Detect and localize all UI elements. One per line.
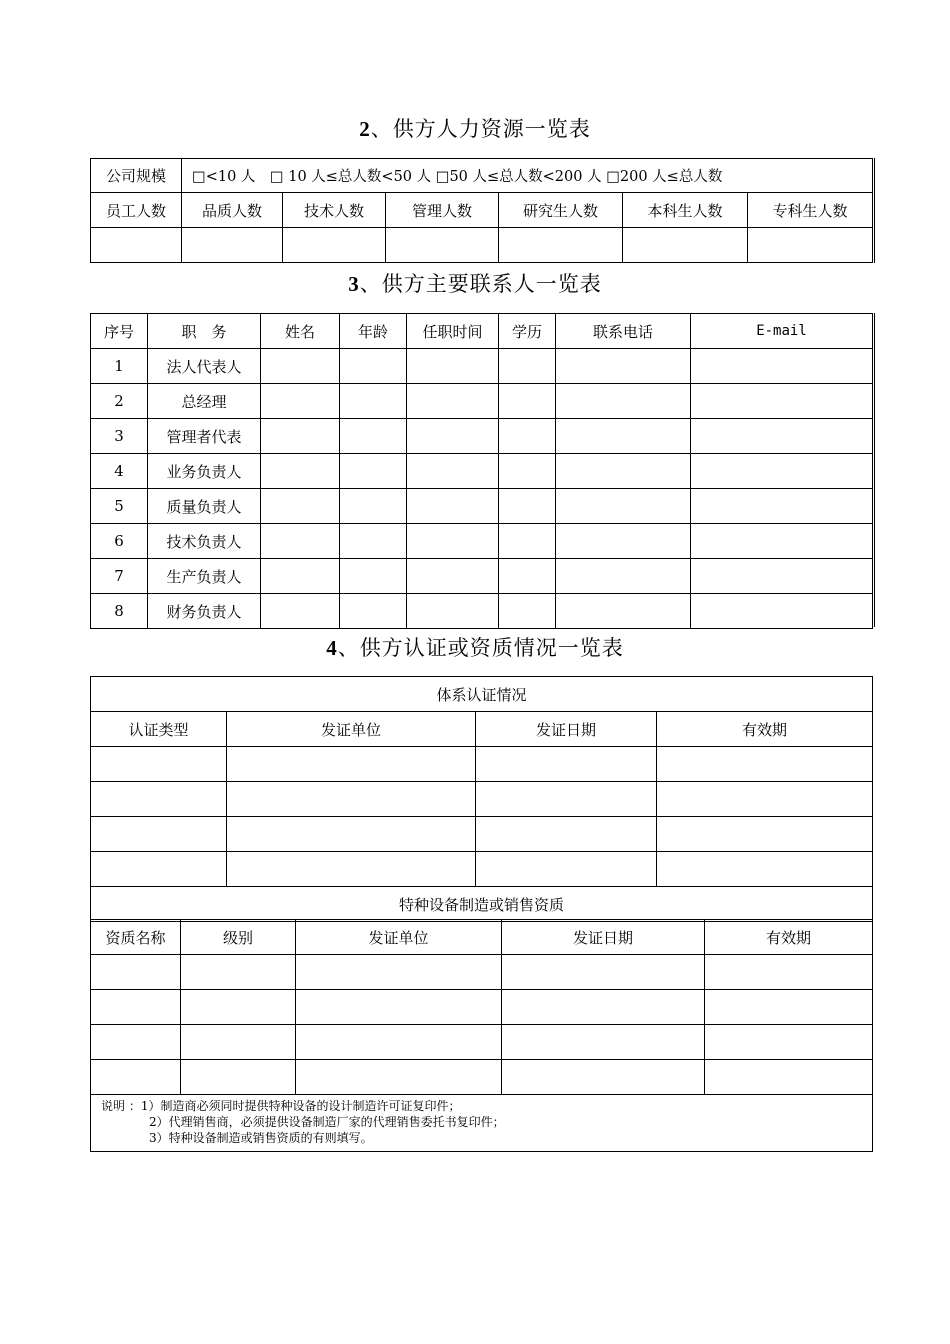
qual-cell[interactable]: [502, 1060, 705, 1095]
contact-role: 业务负责人: [148, 454, 261, 489]
note-row: [91, 1095, 873, 1152]
contact-cell[interactable]: [340, 524, 407, 559]
contact-no: 3: [91, 419, 148, 454]
contact-cell[interactable]: [556, 384, 691, 419]
qual-row: [91, 1025, 873, 1060]
contact-row: [91, 559, 873, 594]
contact-cell[interactable]: [691, 454, 873, 489]
cert-cell[interactable]: [657, 852, 873, 887]
contact-header: 学历: [499, 314, 556, 349]
qual-header-row: [91, 920, 873, 955]
contact-header-row: [91, 314, 873, 349]
contact-cell[interactable]: [340, 594, 407, 629]
contact-cell[interactable]: [556, 454, 691, 489]
contact-no: 7: [91, 559, 148, 594]
cert-cell[interactable]: [657, 817, 873, 852]
qual-cell[interactable]: [181, 1060, 296, 1095]
contact-cell[interactable]: [407, 419, 499, 454]
contact-cell[interactable]: [499, 349, 556, 384]
qual-row: [91, 955, 873, 990]
contact-row: [91, 384, 873, 419]
contact-header: 姓名: [261, 314, 340, 349]
hr-header: 本科生人数: [623, 193, 748, 228]
contact-cell[interactable]: [691, 384, 873, 419]
section3-title-text: 、供方主要联系人一览表: [359, 272, 602, 296]
hr-input-cell[interactable]: [748, 228, 873, 263]
contact-cell[interactable]: [407, 524, 499, 559]
hr-input-cell[interactable]: [91, 228, 182, 263]
contact-role: 总经理: [148, 384, 261, 419]
contact-cell[interactable]: [340, 419, 407, 454]
cert-cell[interactable]: [227, 852, 476, 887]
cert-cell[interactable]: [476, 747, 657, 782]
contact-cell[interactable]: [261, 559, 340, 594]
qual-cell[interactable]: [296, 990, 502, 1025]
qual-cell[interactable]: [705, 955, 873, 990]
cert-cell[interactable]: [657, 782, 873, 817]
cert-header: 发证日期: [476, 712, 657, 747]
contact-no: 2: [91, 384, 148, 419]
cert-header-row: [91, 712, 873, 747]
cert-cell[interactable]: [91, 852, 227, 887]
qual-row: [91, 1060, 873, 1095]
contact-row: [91, 489, 873, 524]
contact-cell[interactable]: [691, 349, 873, 384]
qual-cell[interactable]: [181, 955, 296, 990]
contact-cell[interactable]: [340, 384, 407, 419]
contact-cell[interactable]: [556, 349, 691, 384]
contact-cell[interactable]: [691, 524, 873, 559]
contact-table: [90, 313, 873, 629]
contact-cell[interactable]: [499, 594, 556, 629]
contact-cell[interactable]: [340, 454, 407, 489]
contact-header: 职 务: [148, 314, 261, 349]
contact-role: 技术负责人: [148, 524, 261, 559]
contact-no: 4: [91, 454, 148, 489]
contact-header: E-mail: [691, 314, 873, 349]
hr-input-cell[interactable]: [499, 228, 623, 263]
qual-title-row: [91, 887, 873, 922]
company-scale-options[interactable]: □<10 人 □ 10 人≤总人数<50 人 □50 人≤总人数<200 人 □200 人≤总人数: [182, 159, 873, 193]
qual-cell[interactable]: [296, 955, 502, 990]
contact-header: 联系电话: [556, 314, 691, 349]
cert-header: 有效期: [657, 712, 873, 747]
qual-cell[interactable]: [502, 990, 705, 1025]
contact-cell[interactable]: [340, 349, 407, 384]
cert-cell[interactable]: [91, 747, 227, 782]
hr-header: 专科生人数: [748, 193, 873, 228]
section2-title-text: 、供方人力资源一览表: [370, 117, 591, 141]
contact-cell[interactable]: [556, 524, 691, 559]
hr-input-cell[interactable]: [182, 228, 283, 263]
contact-cell[interactable]: [340, 559, 407, 594]
qual-header: 有效期: [705, 920, 873, 955]
hr-input-cell[interactable]: [386, 228, 499, 263]
qual-header: 资质名称: [91, 920, 181, 955]
hr-header-row: [91, 193, 873, 228]
qual-cell[interactable]: [91, 1060, 181, 1095]
qual-header: 级别: [181, 920, 296, 955]
cert-cell[interactable]: [476, 852, 657, 887]
contact-row: [91, 454, 873, 489]
qual-cell[interactable]: [91, 1025, 181, 1060]
qual-cell[interactable]: [91, 955, 181, 990]
double-border-line: [874, 158, 875, 263]
qual-cell[interactable]: [296, 1060, 502, 1095]
cert-table: [90, 676, 873, 922]
contact-cell[interactable]: [499, 489, 556, 524]
hr-header: 技术人数: [283, 193, 386, 228]
cert-header: 认证类型: [91, 712, 227, 747]
contact-role: 质量负责人: [148, 489, 261, 524]
qual-row: [91, 990, 873, 1025]
contact-row: [91, 524, 873, 559]
note-cell: [91, 1095, 873, 1152]
contact-cell[interactable]: [340, 489, 407, 524]
cert-cell[interactable]: [476, 817, 657, 852]
qual-cell[interactable]: [181, 990, 296, 1025]
contact-row: [91, 349, 873, 384]
note-line: 3）特种设备制造或销售资质的有则填写。: [101, 1131, 373, 1145]
qual-cell[interactable]: [91, 990, 181, 1025]
qual-header: 发证单位: [296, 920, 502, 955]
cert-section-title: 体系认证情况: [91, 677, 873, 712]
qual-cell[interactable]: [181, 1025, 296, 1060]
contact-no: 6: [91, 524, 148, 559]
contact-header: 序号: [91, 314, 148, 349]
note-line: 说明 ：1）制造商必须同时提供特种设备的设计制造许可证复印件；: [101, 1099, 461, 1113]
hr-table: [90, 158, 873, 263]
contact-role: 管理者代表: [148, 419, 261, 454]
contact-role: 财务负责人: [148, 594, 261, 629]
double-border-line: [874, 313, 875, 627]
contact-cell[interactable]: [261, 419, 340, 454]
contact-row: [91, 594, 873, 629]
cert-row: [91, 817, 873, 852]
contact-cell[interactable]: [691, 594, 873, 629]
contact-cell[interactable]: [499, 419, 556, 454]
contact-cell[interactable]: [499, 384, 556, 419]
qual-cell[interactable]: [705, 1060, 873, 1095]
contact-cell[interactable]: [261, 349, 340, 384]
hr-header: 品质人数: [182, 193, 283, 228]
cert-cell[interactable]: [227, 817, 476, 852]
cert-header: 发证单位: [227, 712, 476, 747]
contact-cell[interactable]: [407, 559, 499, 594]
contact-cell[interactable]: [691, 559, 873, 594]
cert-cell[interactable]: [657, 747, 873, 782]
section3-title: [0, 268, 950, 298]
qual-cell[interactable]: [296, 1025, 502, 1060]
qual-table: [90, 919, 873, 1152]
contact-cell[interactable]: [261, 384, 340, 419]
qual-cell[interactable]: [705, 990, 873, 1025]
contact-row: [91, 419, 873, 454]
section2-title: [0, 113, 950, 143]
cert-cell[interactable]: [476, 782, 657, 817]
contact-cell[interactable]: [407, 384, 499, 419]
contact-cell[interactable]: [407, 489, 499, 524]
contact-cell[interactable]: [499, 454, 556, 489]
contact-cell[interactable]: [407, 349, 499, 384]
contact-cell[interactable]: [556, 594, 691, 629]
cert-cell[interactable]: [227, 747, 476, 782]
cert-row: [91, 782, 873, 817]
section2-number: 2: [359, 117, 371, 141]
qual-header: 发证日期: [502, 920, 705, 955]
section4-title: [0, 632, 950, 662]
contact-cell[interactable]: [407, 594, 499, 629]
contact-cell[interactable]: [691, 419, 873, 454]
contact-cell[interactable]: [261, 489, 340, 524]
contact-role: 生产负责人: [148, 559, 261, 594]
contact-cell[interactable]: [261, 454, 340, 489]
contact-cell[interactable]: [556, 489, 691, 524]
contact-no: 1: [91, 349, 148, 384]
hr-header: 研究生人数: [499, 193, 623, 228]
hr-input-row: [91, 228, 873, 263]
qual-cell[interactable]: [502, 955, 705, 990]
contact-cell[interactable]: [691, 489, 873, 524]
hr-input-cell[interactable]: [623, 228, 748, 263]
company-scale-label: 公司规模: [91, 159, 182, 193]
note-line: 2）代理销售商，必须提供设备制造厂家的代理销售委托书复印件；: [101, 1115, 505, 1129]
contact-header: 任职时间: [407, 314, 499, 349]
cert-title-row: [91, 677, 873, 712]
contact-header: 年龄: [340, 314, 407, 349]
section4-number: 4: [326, 636, 338, 660]
contact-cell[interactable]: [261, 594, 340, 629]
cert-row: [91, 747, 873, 782]
contact-no: 5: [91, 489, 148, 524]
section3-number: 3: [348, 272, 360, 296]
contact-role: 法人代表人: [148, 349, 261, 384]
company-scale-row: [91, 159, 873, 193]
hr-input-cell[interactable]: [283, 228, 386, 263]
contact-cell[interactable]: [407, 454, 499, 489]
qual-cell[interactable]: [502, 1025, 705, 1060]
contact-cell[interactable]: [261, 524, 340, 559]
cert-cell[interactable]: [91, 782, 227, 817]
contact-cell[interactable]: [556, 559, 691, 594]
cert-row: [91, 852, 873, 887]
contact-cell[interactable]: [499, 524, 556, 559]
section4-title-text: 、供方认证或资质情况一览表: [337, 636, 624, 660]
contact-cell[interactable]: [556, 419, 691, 454]
hr-header: 管理人数: [386, 193, 499, 228]
contact-no: 8: [91, 594, 148, 629]
qual-cell[interactable]: [705, 1025, 873, 1060]
cert-cell[interactable]: [91, 817, 227, 852]
contact-cell[interactable]: [499, 559, 556, 594]
qual-section-title: 特种设备制造或销售资质: [91, 887, 873, 922]
hr-header: 员工人数: [91, 193, 182, 228]
cert-cell[interactable]: [227, 782, 476, 817]
